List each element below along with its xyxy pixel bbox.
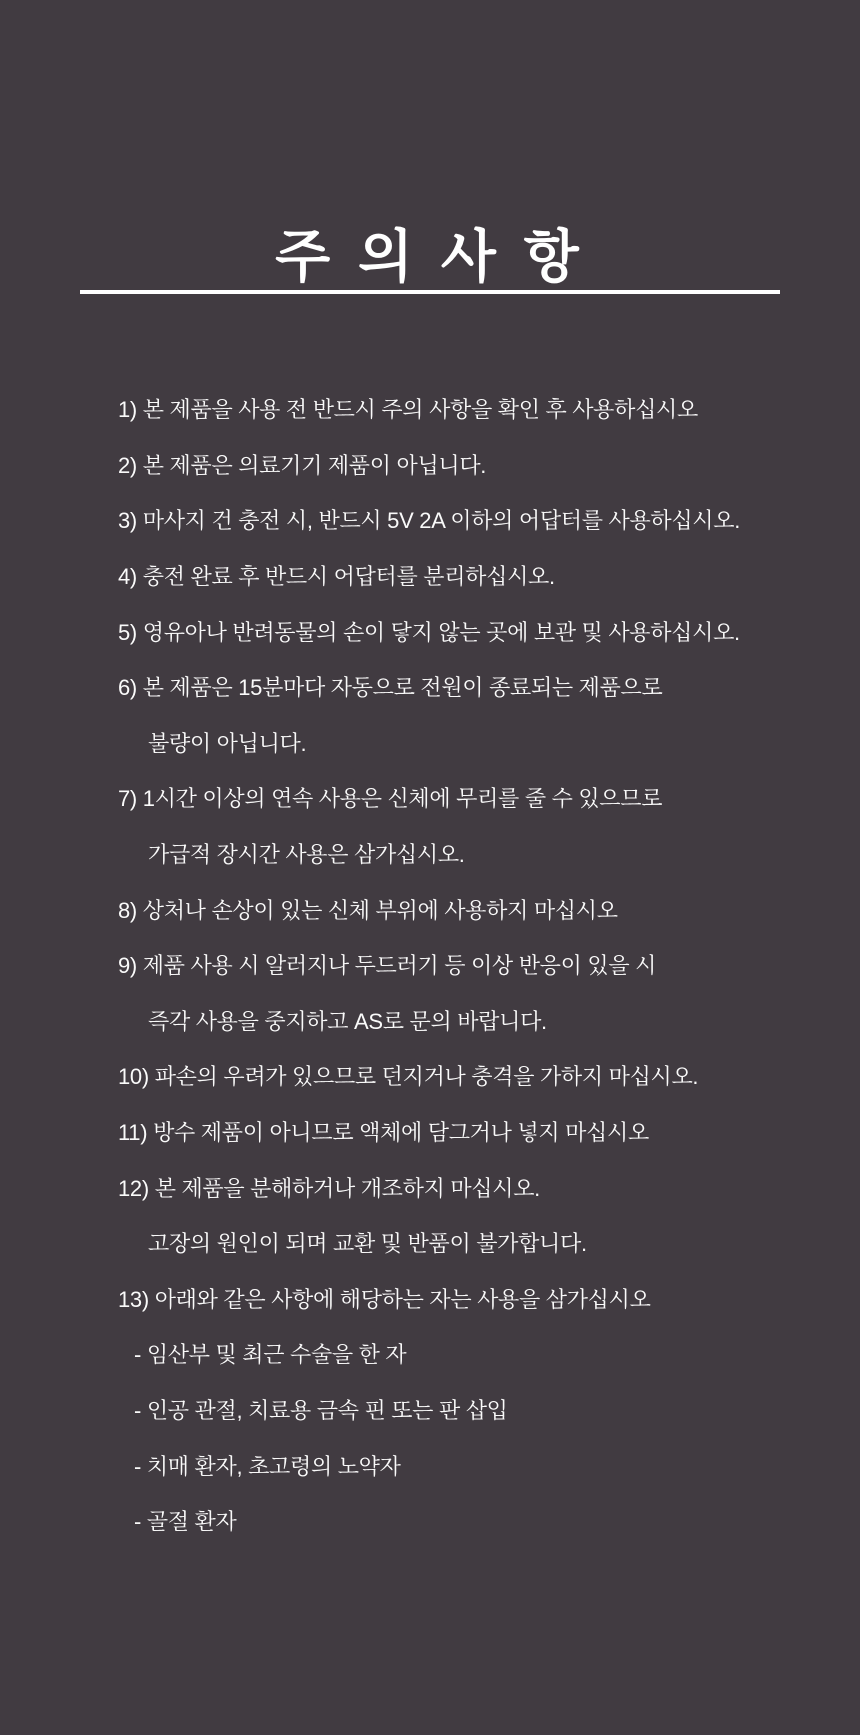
notice-subitem: - 임산부 및 최근 수술을 한 자 — [134, 1342, 407, 1368]
notice-subitem: - 치매 환자, 초고령의 노약자 — [134, 1453, 401, 1479]
notice-line: 10) 파손의 우려가 있으므로 던지거나 충격을 가하지 마십시오. — [118, 1064, 699, 1090]
notice-line: 7) 1시간 이상의 연속 사용은 신체에 무리를 줄 수 있으므로 — [118, 786, 663, 812]
notice-line-continuation: 즉각 사용을 중지하고 AS로 문의 바랍니다. — [148, 1008, 547, 1034]
notice-line: 5) 영유아나 반려동물의 손이 닿지 않는 곳에 보관 및 사용하십시오. — [118, 619, 740, 645]
caution-list — [118, 381, 778, 1548]
notice-line: 12) 본 제품을 분해하거나 개조하지 마십시오. — [118, 1175, 540, 1201]
notice-line: 13) 아래와 같은 사항에 해당하는 자는 사용을 삼가십시오 — [118, 1286, 651, 1312]
notice-subitem: - 인공 관절, 치료용 금속 핀 또는 판 삽입 — [134, 1397, 508, 1423]
notice-line-continuation: 가급적 장시간 사용은 삼가십시오. — [148, 842, 465, 868]
notice-line: 11) 방수 제품이 아니므로 액체에 담그거나 넣지 마십시오 — [118, 1120, 649, 1146]
notice-line-continuation: 고장의 원인이 되며 교환 및 반품이 불가합니다. — [148, 1231, 587, 1257]
notice-line: 4) 충전 완료 후 반드시 어답터를 분리하십시오. — [118, 564, 555, 590]
notice-line: 9) 제품 사용 시 알러지나 두드러기 등 이상 반응이 있을 시 — [118, 953, 657, 979]
notice-line: 8) 상처나 손상이 있는 신체 부위에 사용하지 마십시오 — [118, 897, 618, 923]
notice-line: 3) 마사지 건 충전 시, 반드시 5V 2A 이하의 어답터를 사용하십시오. — [118, 508, 741, 534]
title-divider-line — [80, 290, 780, 294]
page-title: 주 의 사 항 — [275, 225, 585, 290]
notice-line: 2) 본 제품은 의료기기 제품이 아닙니다. — [118, 452, 487, 478]
notice-line-continuation: 불량이 아닙니다. — [148, 730, 307, 756]
notice-line: 1) 본 제품을 사용 전 반드시 주의 사항을 확인 후 사용하십시오 — [118, 397, 698, 423]
notice-line: 6) 본 제품은 15분마다 자동으로 전원이 종료되는 제품으로 — [118, 675, 663, 701]
notice-subitem: - 골절 환자 — [134, 1509, 237, 1535]
